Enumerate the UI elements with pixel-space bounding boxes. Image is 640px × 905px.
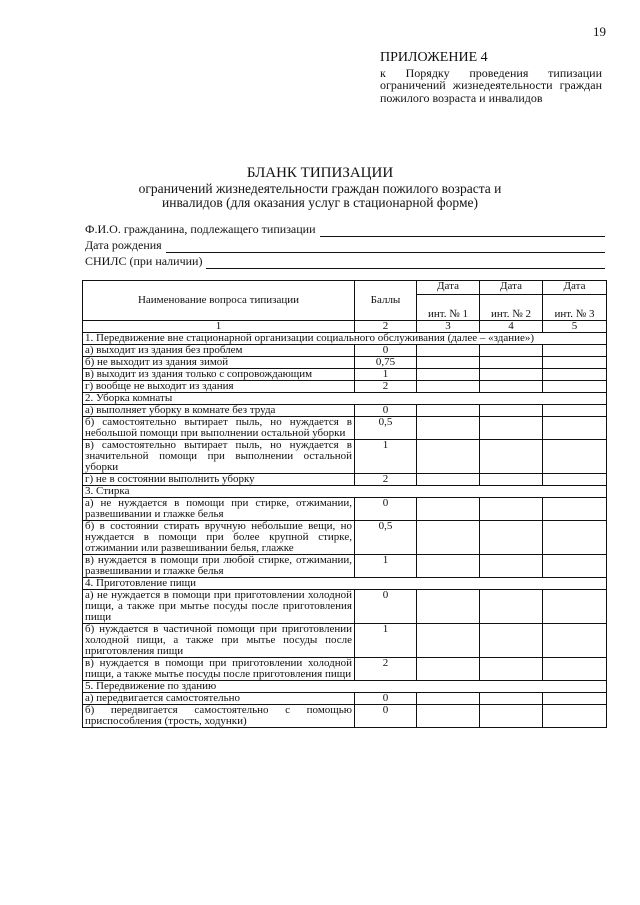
header-date-2: Дата xyxy=(480,281,543,295)
header-date-1: Дата xyxy=(417,281,480,295)
interview-1-cell[interactable] xyxy=(417,624,480,658)
interview-1-cell[interactable] xyxy=(417,498,480,521)
interview-3-cell[interactable] xyxy=(543,498,607,521)
form-subtitle xyxy=(0,182,640,210)
interview-1-cell[interactable] xyxy=(417,357,480,369)
interview-3-cell[interactable] xyxy=(543,474,607,486)
header-score: Баллы xyxy=(355,281,417,321)
interview-1-cell[interactable] xyxy=(417,405,480,417)
header-question: Наименование вопроса типизации xyxy=(83,281,355,321)
score-cell: 0,75 xyxy=(355,357,417,369)
section-title: 4. Приготовление пищи xyxy=(83,578,607,590)
question-cell: а) не нуждается в помощи при стирке, отжимании, развешивании и глажке белья xyxy=(83,498,355,521)
section-title: 1. Передвижение вне стационарной организации социального обслуживания (далее – «здание») xyxy=(83,333,607,345)
table-row xyxy=(83,369,607,381)
question-cell: б) не выходит из здания зимой xyxy=(83,357,355,369)
person-fields xyxy=(85,221,605,269)
score-cell: 1 xyxy=(355,440,417,474)
fio-input-line[interactable] xyxy=(320,225,605,237)
question-cell: а) передвигается самостоятельно xyxy=(83,693,355,705)
interview-3-cell[interactable] xyxy=(543,590,607,624)
snils-input-line[interactable] xyxy=(206,257,605,269)
interview-3-cell[interactable] xyxy=(543,357,607,369)
interview-3-cell[interactable] xyxy=(543,555,607,578)
typing-table xyxy=(82,280,607,728)
score-cell: 0,5 xyxy=(355,521,417,555)
interview-1-cell[interactable] xyxy=(417,345,480,357)
interview-2-cell[interactable] xyxy=(480,417,543,440)
page-number: 19 xyxy=(593,24,606,39)
column-number-row xyxy=(83,321,607,333)
table-row xyxy=(83,498,607,521)
interview-2-cell[interactable] xyxy=(480,440,543,474)
interview-3-cell[interactable] xyxy=(543,369,607,381)
section-row xyxy=(83,333,607,345)
question-cell: в) нуждается в помощи при любой стирке, отжимании, развешивании и глажке белья xyxy=(83,555,355,578)
question-cell: б) передвигается самостоятельно с помощью приспособления (трость, ходунки) xyxy=(83,705,355,728)
column-number: 5 xyxy=(543,321,607,333)
column-number: 4 xyxy=(480,321,543,333)
interview-3-cell[interactable] xyxy=(543,345,607,357)
form-title: БЛАНК ТИПИЗАЦИИ xyxy=(246,165,394,181)
score-cell: 1 xyxy=(355,369,417,381)
table-row xyxy=(83,693,607,705)
interview-3-cell[interactable] xyxy=(543,705,607,728)
score-cell: 1 xyxy=(355,624,417,658)
interview-1-cell[interactable] xyxy=(417,693,480,705)
table-row xyxy=(83,705,607,728)
interview-2-cell[interactable] xyxy=(480,474,543,486)
question-cell: в) самостоятельно вытирает пыль, но нуждается в значительной помощи при выполнении остальной уборки xyxy=(83,440,355,474)
interview-2-cell[interactable] xyxy=(480,369,543,381)
question-cell: а) не нуждается в помощи при приготовлении холодной пищи, а также при мытье посуды после приготовления пищи xyxy=(83,590,355,624)
question-cell: г) не в состоянии выполнить уборку xyxy=(83,474,355,486)
interview-2-cell[interactable] xyxy=(480,705,543,728)
interview-1-cell[interactable] xyxy=(417,590,480,624)
interview-2-cell[interactable] xyxy=(480,405,543,417)
section-title: 5. Передвижение по зданию xyxy=(83,681,607,693)
field-label: СНИЛС (при наличии) xyxy=(85,254,203,268)
score-cell: 0 xyxy=(355,405,417,417)
interview-1-cell[interactable] xyxy=(417,658,480,681)
score-cell: 0 xyxy=(355,705,417,728)
field-snils xyxy=(85,253,605,269)
interview-3-cell[interactable] xyxy=(543,381,607,393)
interview-3-cell[interactable] xyxy=(543,405,607,417)
appendix-text: к Порядку проведения типизации ограничений жизнедеятельности граждан пожилого возраста и инвалидов xyxy=(380,65,602,105)
interview-2-cell[interactable] xyxy=(480,521,543,555)
question-cell: в) нуждается в помощи при приготовлении холодной пищи, а также мытье посуды после приготовления пищи xyxy=(83,658,355,681)
interview-1-cell[interactable] xyxy=(417,381,480,393)
table-row xyxy=(83,658,607,681)
section-row xyxy=(83,393,607,405)
interview-1-cell[interactable] xyxy=(417,705,480,728)
column-number: 3 xyxy=(417,321,480,333)
field-fio xyxy=(85,221,605,237)
section-title: 2. Уборка комнаты xyxy=(83,393,607,405)
header-int-2: инт. № 2 xyxy=(480,295,543,321)
interview-2-cell[interactable] xyxy=(480,555,543,578)
table-row xyxy=(83,521,607,555)
birthdate-input-line[interactable] xyxy=(166,241,605,253)
table-row xyxy=(83,555,607,578)
interview-3-cell[interactable] xyxy=(543,658,607,681)
interview-1-cell[interactable] xyxy=(417,440,480,474)
score-cell: 0,5 xyxy=(355,417,417,440)
interview-3-cell[interactable] xyxy=(543,521,607,555)
score-cell: 2 xyxy=(355,381,417,393)
interview-2-cell[interactable] xyxy=(480,357,543,369)
question-cell: г) вообще не выходит из здания xyxy=(83,381,355,393)
question-cell: а) выходит из здания без проблем xyxy=(83,345,355,357)
field-label: Дата рождения xyxy=(85,238,162,252)
question-cell: б) в состоянии стирать вручную небольшие вещи, но нуждается в помощи при более крупной стирке, отжимании или развешивании белья, глажке xyxy=(83,521,355,555)
score-cell: 0 xyxy=(355,345,417,357)
interview-1-cell[interactable] xyxy=(417,521,480,555)
interview-1-cell[interactable] xyxy=(417,474,480,486)
appendix-block xyxy=(380,52,602,104)
section-row xyxy=(83,486,607,498)
table-row xyxy=(83,405,607,417)
table-row xyxy=(83,474,607,486)
table-row xyxy=(83,381,607,393)
form-subtitle-text: ограничений жизнедеятельности граждан пожилого возраста и инвалидов (для оказания услуг в стационарной форме) xyxy=(138,181,502,210)
score-cell: 0 xyxy=(355,693,417,705)
score-cell: 2 xyxy=(355,474,417,486)
interview-1-cell[interactable] xyxy=(417,555,480,578)
form-title-block xyxy=(0,165,640,210)
score-cell: 0 xyxy=(355,498,417,521)
appendix-title: ПРИЛОЖЕНИЕ 4 xyxy=(380,50,488,65)
table-row xyxy=(83,590,607,624)
question-cell: б) нуждается в частичной помощи при приготовлении холодной пищи, а также при мытье посуды после приготовления пищи xyxy=(83,624,355,658)
section-row xyxy=(83,578,607,590)
header-date-3: Дата xyxy=(543,281,607,295)
table-row xyxy=(83,624,607,658)
score-cell: 0 xyxy=(355,590,417,624)
header-int-1: инт. № 1 xyxy=(417,295,480,321)
interview-1-cell[interactable] xyxy=(417,417,480,440)
interview-1-cell[interactable] xyxy=(417,369,480,381)
column-number: 1 xyxy=(83,321,355,333)
interview-3-cell[interactable] xyxy=(543,693,607,705)
table-row xyxy=(83,357,607,369)
column-number: 2 xyxy=(355,321,417,333)
interview-2-cell[interactable] xyxy=(480,345,543,357)
question-cell: в) выходит из здания только с сопровождающим xyxy=(83,369,355,381)
section-row xyxy=(83,681,607,693)
table-row xyxy=(83,345,607,357)
interview-2-cell[interactable] xyxy=(480,498,543,521)
interview-2-cell[interactable] xyxy=(480,590,543,624)
score-cell: 2 xyxy=(355,658,417,681)
section-title: 3. Стирка xyxy=(83,486,607,498)
header-int-3: инт. № 3 xyxy=(543,295,607,321)
interview-2-cell[interactable] xyxy=(480,693,543,705)
table-row xyxy=(83,440,607,474)
interview-2-cell[interactable] xyxy=(480,381,543,393)
score-cell: 1 xyxy=(355,555,417,578)
field-label: Ф.И.О. гражданина, подлежащего типизации xyxy=(85,222,316,236)
interview-2-cell[interactable] xyxy=(480,658,543,681)
question-cell: а) выполняет уборку в комнате без труда xyxy=(83,405,355,417)
interview-2-cell[interactable] xyxy=(480,624,543,658)
interview-3-cell[interactable] xyxy=(543,624,607,658)
table-body xyxy=(83,333,607,728)
interview-3-cell[interactable] xyxy=(543,440,607,474)
table-row xyxy=(83,417,607,440)
interview-3-cell[interactable] xyxy=(543,417,607,440)
field-birthdate xyxy=(85,237,605,253)
question-cell: б) самостоятельно вытирает пыль, но нуждается в небольшой помощи при выполнении остальной уборки xyxy=(83,417,355,440)
